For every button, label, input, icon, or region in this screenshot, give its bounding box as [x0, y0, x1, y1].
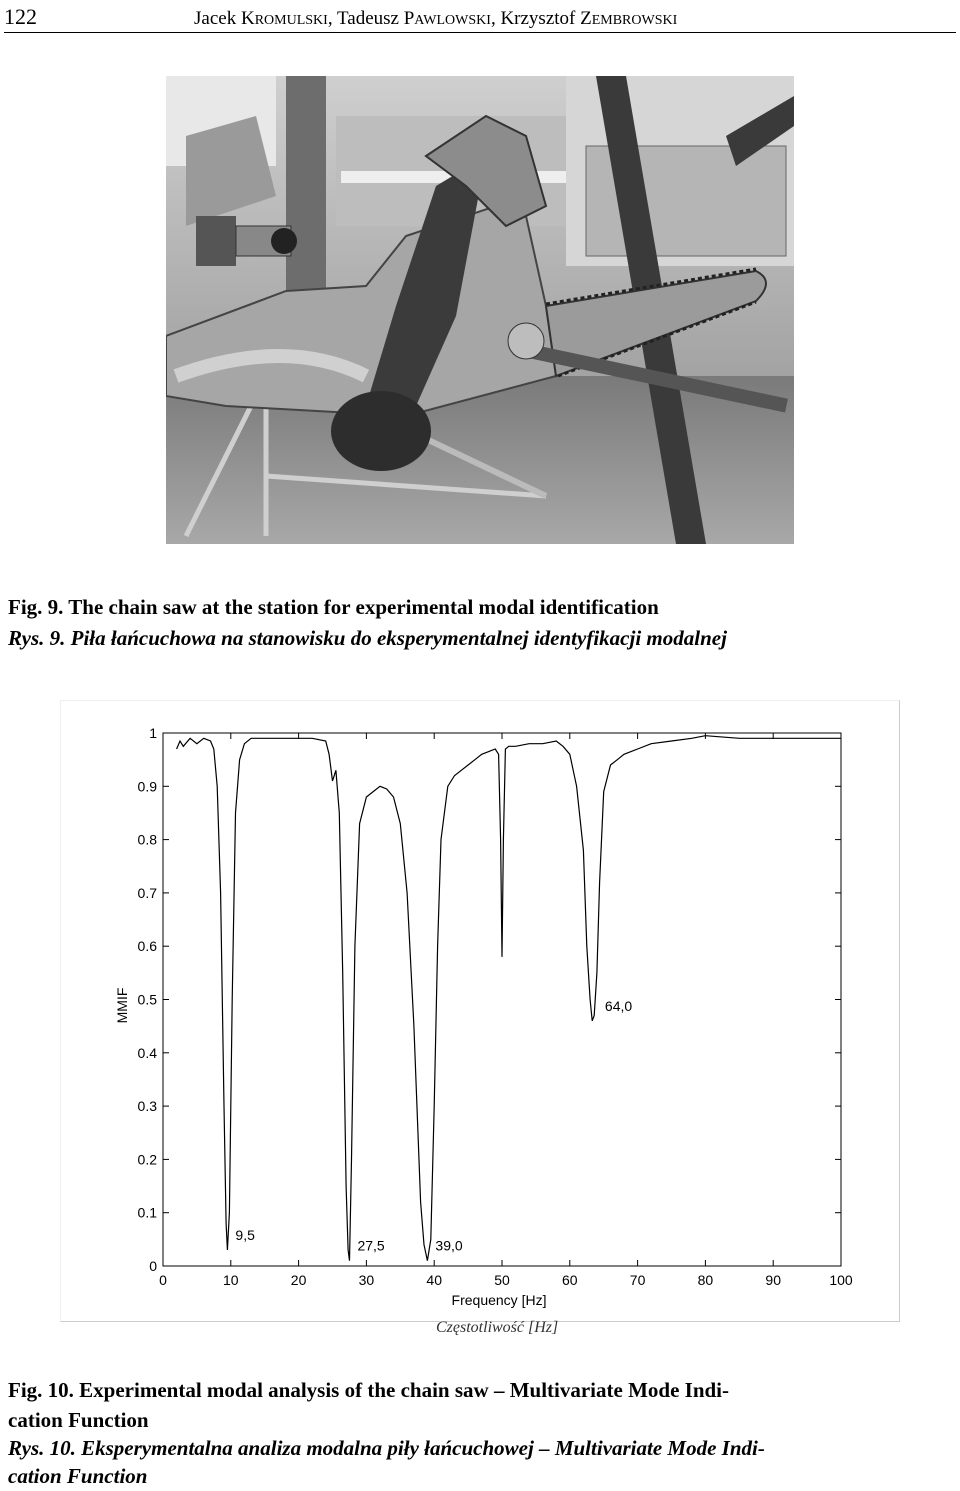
external-x-axis-label: Częstotliwość [Hz]: [436, 1319, 559, 1336]
figure-10-text-en-1: Experimental modal analysis of the chain saw – Multivariate Mode Indi-: [73, 1378, 730, 1402]
y-tick-label: 0.3: [137, 1098, 157, 1115]
x-tick-label: 50: [494, 1272, 510, 1288]
figure-10-text-en-2: cation Function: [8, 1408, 149, 1432]
figure-9-caption-en: [8, 592, 659, 622]
y-tick-label: 0.7: [137, 884, 157, 901]
author-3-first: Krzysztof: [500, 8, 581, 29]
peak-annotation: 64,0: [604, 997, 633, 1014]
author-3-initial: Z: [580, 8, 592, 29]
y-tick-label: 0: [149, 1258, 157, 1274]
author-sep-2: ,: [490, 8, 501, 29]
y-tick-label: 0.4: [137, 1044, 157, 1061]
x-tick-label: 0: [159, 1272, 167, 1288]
figure-10-label-pl: Rys. 10.: [8, 1436, 76, 1460]
x-tick-label: 90: [765, 1272, 781, 1288]
author-1-first: Jacek: [194, 8, 241, 29]
y-axis-label: MMIF: [114, 987, 130, 1024]
y-tick-label: 0.5: [137, 991, 157, 1008]
x-tick-label: 10: [223, 1272, 239, 1288]
figure-9-caption-pl: [8, 623, 727, 653]
author-3-rest: EMBROWSKI: [591, 13, 678, 28]
x-tick-label: 70: [629, 1272, 646, 1288]
page-header: [4, 2, 956, 33]
figure-10-text-pl-1: Eksperymentalna analiza modalna piły łańcuchowej – Multivariate Mode Indi-: [75, 1436, 765, 1460]
figure-9-label-pl: Rys. 9.: [8, 626, 66, 650]
x-tick-label: 30: [358, 1272, 375, 1288]
y-tick-label: 0.8: [137, 831, 157, 848]
y-tick-label: 0.1: [137, 1204, 157, 1221]
author-1-rest: ROMULSKI: [254, 13, 328, 28]
x-tick-label: 40: [426, 1272, 442, 1288]
y-tick-label: 1: [149, 725, 157, 741]
author-2-rest: AWLOWSKI: [414, 13, 491, 28]
peak-annotation: 27,5: [357, 1237, 385, 1254]
plot-area-box: [163, 733, 841, 1266]
figure-9-text-pl: Piła łańcuchowa na stanowisku do eksperymentalnej identyfikacji modalnej: [65, 626, 727, 650]
figure-10-caption-en: [8, 1375, 952, 1435]
y-tick-label: 0.2: [137, 1151, 157, 1168]
figure-10-label-en: Fig. 10.: [8, 1378, 74, 1402]
x-tick-label: 80: [697, 1272, 714, 1288]
figure-9-text-en: The chain saw at the station for experimental modal identification: [63, 595, 659, 619]
figure-10-caption-pl: [8, 1434, 952, 1490]
peak-annotation: 39,0: [435, 1237, 463, 1254]
y-tick-label: 0.6: [137, 938, 157, 955]
y-tick-label: 0.9: [137, 778, 157, 795]
x-tick-label: 60: [562, 1272, 578, 1288]
running-head-authors: [194, 8, 677, 30]
x-axis-label: Frequency [Hz]: [451, 1292, 547, 1308]
mmif-series-line: [177, 736, 841, 1261]
figure-9-label-en: Fig. 9.: [8, 595, 64, 619]
axes-group: [114, 725, 853, 1308]
x-tick-label: 20: [290, 1272, 307, 1288]
chain-saw-photo: [166, 76, 794, 544]
x-tick-label: 100: [829, 1272, 853, 1288]
page-number: 122: [4, 4, 37, 29]
author-2-first: Tadeusz: [336, 8, 404, 29]
author-1-initial: K: [240, 8, 255, 29]
figure-10-text-pl-2: cation Function: [8, 1464, 148, 1488]
series-group: [177, 736, 841, 1261]
author-2-initial: P: [403, 8, 415, 29]
mmif-chart: [60, 700, 900, 1322]
peak-annotation: 9,5: [235, 1227, 255, 1244]
author-sep-1: ,: [327, 8, 337, 29]
